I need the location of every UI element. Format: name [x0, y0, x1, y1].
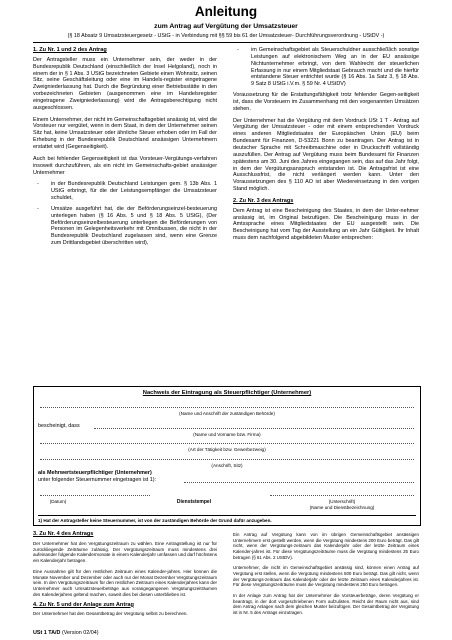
right-column-top — [233, 47, 419, 247]
form-footer — [33, 630, 99, 636]
left-column-top — [33, 47, 217, 251]
signature-line — [270, 495, 414, 496]
list-item: - Umsätze ausgeführt hat, die der Beförderungseinzel-besteuerung unterlegen haben (§ 16 Abs. 5 und § 18 Abs. 5 UStG), (Der Beförderungseinzelbesteuerung unterliegen die Beförderungen von Personen im Gelegenheitsverkehr mit Omnibussen, die nicht in der Bundesrepublik Deutschland zugelassen sind, wenn eine Grenze zum Drittlandsgebiet überschritten wird), — [37, 205, 217, 247]
date-line — [40, 495, 150, 496]
list-item: - in der Bundesrepublik Deutschland Leistungen gem. § 13b Abs. 1 UStG erbringt, für die der Leistungsempfänger die Umsatzsteuer schuldet, — [37, 181, 217, 202]
section-4-paragraph-1: Der Unternehmer hat den Gesamtbetrag der Vergütung selbst zu berechnen. — [33, 611, 188, 617]
right-paragraph-5: In der Anlage zum Antrag hat der Unternehmer die Vorsteuerbeträge, deren Vergütung er beantragt, in der dort vorgeschriebenen Form aufzulisten. Reicht der Raum nicht aus, sind dem Antrag Anlagen nach dem gleichen Muster beizufügen. Der Gesamtbetrag der Vergütung ist in Nr. 5 des Antrags einzutragen. — [233, 592, 419, 615]
section-1-paragraph-3: Auch bei fehlender Gegenseitigkeit ist das Vorsteuer-Vergütungs-verfahren insoweit durchzuführen, als ein nicht im Gemeinschafts-gebiet ansässiger Unternehmer — [33, 155, 217, 176]
right-column-bottom — [233, 532, 419, 621]
page-subtitle: zum Antrag auf Vergütung der Umsatzsteuer — [154, 23, 298, 30]
section-3-paragraph-2: Eine Ausnahme gilt für den restlichen Zeitraum eines Kalender-jahres. Hier können die Monate November und Dezember oder auch nur der Monat Dezember Vergütungszeitraum sein. In den Vergütungszeitraum für den restlichen Zeitraum eines Kalenderjahres kann der Unternehmer auch Umsatzsteuerbeträge aus vorangegangenen Vergütungszeiträumen des Kalenderjahres geltend machen, soweit dies bei diesen unterblieben ist. — [33, 568, 217, 597]
right-paragraph-4: Unternehmer, die nicht im Gemeinschaftsgebiet ansässig sind, können einen Antrag auf Vergütung erst stellen, wenn die Vergütung mindestens 500 Euro beträgt. Das gilt nicht, wenn der Vergütungs-zeitraum das Kalenderjahr oder der letzte Zeitraum eines Kalenderjahres ist. Für diese Vergütungszeiträume muss die Vergütung mindestens 250 Euro betragen. — [233, 565, 419, 588]
date-caption: (Datum) — [49, 499, 67, 504]
certificate-heading: Nachweis der Eintragung als Steuerpflichtiger (Unternehmer) — [142, 390, 312, 396]
person-line — [94, 428, 414, 429]
right-paragraph-2: Der Unternehmer hat die Vergütung mit dem Vordruck USt 1 T - Antrag auf Vergütung der Umsatzsteuer - oder mit einem entsprechenden Vordruck eines anderen Mitgliedstaates der Europäischen Union (EU) beim Bundesamt für Finanzen, D-53221 Bonn zu beantragen. Der Antrag ist in deutscher Sprache mit Schreibmaschine oder in Druckschrift vollständig auszufüllen. Der Antrag auf Vergütung muss beim Bundesamt für Finanzen spätestens am 30. Juni des Jahres eingegangen sein, das auf das Jahr folgt, in dem der Vergütungsanspruch entstanden ist. Die Antragsfrist ist eine Ausschlussfrist, die nicht verlängert werden kann. Unter den Voraussetzungen des § 110 AO ist aber Wiedereinsetzung in den vorigen Stand möglich. — [233, 117, 419, 193]
section-3-heading: 3. Zu Nr. 4 des Antrags — [33, 531, 94, 537]
section-2-heading: 2. Zu Nr. 3 des Antrags — [233, 197, 294, 204]
taxpayer-label: als Mehrwertsteuerpflichtiger (Unternehmer) — [38, 470, 152, 476]
person-caption: (Name und Vorname bzw. Firma) — [193, 432, 261, 437]
official-title-caption: (Name und Dienstbezeichnung) — [309, 505, 375, 510]
form-version: (Version 02/04) — [61, 630, 99, 636]
section-1-bullet-3: im Gemeinschaftsgebiet als Steuerschuldner ausschließlich sonstige Leistungen auf elektronischem Weg an in der EU ansässige Nichtunternehmer erbringt, von dem Wahlrecht der steuerlichen Erfassung in nur einem Mitgliedstaat Gebrauch macht und die hierfür entstandene Steuer entrichtet wurde (§ 16 Abs. 1a Satz 3, § 18 Abs. 9 Satz 8 UStG i.V.m. § 59 Nr. 4 UStDV) — [251, 47, 419, 88]
stamp-caption: Dienststempel — [176, 499, 212, 505]
left-column-bottom — [33, 532, 217, 622]
section-1-heading: 1. Zu Nr. 1 und 2 des Antrag — [33, 47, 107, 53]
certificate-sample-box — [33, 386, 421, 526]
address-caption: (Anschrift, Sitz) — [211, 463, 243, 468]
section-1-paragraph-1: Der Antragsteller muss ein Unternehmer sein, der weder in der Bundesrepublik Deutschland (einschließlich der Insel Helgoland), noch in einem der in § 1 Abs. 3 UStG bezeichneten Gebiete einen Wohnsitz, seinen Sitz, seine Geschäftsleitung oder eine im Handels-register eingetragene Zweigniederlassung hat. Durch die Begründung einer Betriebsstätte in den vorbezeichneten Gebieten (ausgenommen eine im Handelsregister eingetragene Zweigniederlassung) wird die Antragsberechtigung nicht ausgeschlossen. — [33, 56, 217, 111]
bescheinigt-label: bescheinigt, dass — [38, 423, 80, 429]
legal-reference: (§ 18 Absatz 9 Umsatzsteuergesetz - UStG - in Verbindung mit §§ 59 bis 61 der Umsatzsteuer- Durchführungsverordnung - UStDV -) — [67, 33, 385, 39]
right-paragraph-3: Ein Antrag auf Vergütung kann von im übrigen Gemeinschaftsgebiet ansässigen Unternehmern erst gestellt werden, wenn die Vergütung mindestens 200 Euro beträgt. Das gilt nicht, wenn der Vergütungs-zeitraum das Kalenderjahr oder der letzte Zeitraum eines Kalender-jahres ist. Für diese Vergütungszeiträume muss die Vergütung mindestens 25 Euro betragen (§ 61 Abs. 2 UStDV). — [233, 532, 419, 560]
authority-line — [40, 407, 414, 408]
authority-caption: (Name und Anschrift der zuständigen Behörde) — [179, 411, 275, 416]
form-id: USt 1 TA/D — [33, 630, 61, 636]
activity-caption: (Art der Tätigkeit bzw. Gewerbezweig) — [188, 447, 266, 452]
section-3-paragraph-1: Der Unternehmer hat den Vergütungszeitraum zu wählen. Eine Antragstellung ist nur für zurückliegende Zeiträume zulässig. Der Vergütungszeitraum muss mindestens drei aufeinander folgende Kalendermonate in einem Kalenderjahr umfassen und darf höchstens ein Kalenderjahr betragen. — [33, 540, 217, 564]
section-1-bullet-1: in der Bundesrepublik Deutschland Leistungen gem. § 13b Abs. 1 UStG erbringt, für die der Leistungsempfänger die Umsatzsteuer schuldet, — [51, 181, 217, 202]
section-1-bullet-2: Umsätze ausgeführt hat, die der Beförderungseinzel-besteuerung unterlegen haben (§ 16 Abs. 5 und § 18 Abs. 5 UStG), (Der Beförderungseinzelbesteuerung unterliegen die Beförderungen von Personen im Gelegenheitsverkehr mit Omnibussen, die nicht in der Bundesrepublik Deutschland zugelassen sind, wenn eine Grenze zum Drittlandsgebiet überschritten wird), — [51, 205, 217, 247]
section-2-paragraph-1: Dem Antrag ist eine Bescheinigung des Staates, in dem der Unter-nehmer ansässig ist, im Original beizufügen. Die Bescheinigung muss in der Amtssprache eines Mitgliedstaates der EU ausgestellt sein. Die Bescheinigung hat vom Tag der Ausstellung an ein Jahr Gültigkeit. Ihr Inhalt muss dem nachfolgend abgebildeten Muster entsprechen: — [233, 207, 419, 242]
list-item: - im Gemeinschaftsgebiet als Steuerschuldner ausschließlich sonstige Leistungen auf elektronischem Weg an in der EU ansässige Nichtunternehmer erbringt, von dem Wahlrecht der steuerlichen Erfassung in nur einem Mitgliedstaat Gebrauch macht und die hierfür entstandene Steuer entrichtet wurde (§ 16 Abs. 1a Satz 3, § 18 Abs. 9 Satz 8 UStG i.V.m. § 59 Nr. 4 UStDV) — [237, 47, 419, 88]
tax-number-label: unter folgender Steuernummer eingetragen ist 1): — [38, 477, 157, 483]
certificate-footnote: 1) Hat der Antragsteller keine Steuernummer, ist von der zuständigen Behörde der Grund dafür anzugeben. — [38, 515, 416, 523]
tax-number-line — [184, 482, 414, 483]
header-divider — [33, 42, 419, 43]
section-1-paragraph-2: Einem Unternehmer, der nicht im Gemeinschaftsgebiet ansässig ist, wird die Vorsteuer nur vergütet, wenn in dem Staat, in dem der Unternehmer seinen Sitz hat, keine Umsatzsteuer oder ähnliche Steuer erhoben oder im Fall der Erhebung in der Bundesrepublik Deutschland ansässigen Unternehmern erstattet wird (Gegenseitigkeit). — [33, 116, 217, 150]
section-4-heading: 4. Zu Nr. 5 und der Anlage zum Antrag — [33, 601, 134, 608]
right-paragraph-1: Voraussetzung für die Erstattungsfähigkeit trotz fehlender Gegen-seitigkeit ist, dass die Vorsteuern im Zusammenhang mit den vorgenannten Umsätzen stehen. — [233, 92, 419, 112]
address-line — [40, 459, 414, 460]
activity-line — [40, 443, 414, 444]
page-title: Anleitung — [194, 4, 258, 19]
signature-caption: (Unterschrift) — [328, 499, 356, 504]
